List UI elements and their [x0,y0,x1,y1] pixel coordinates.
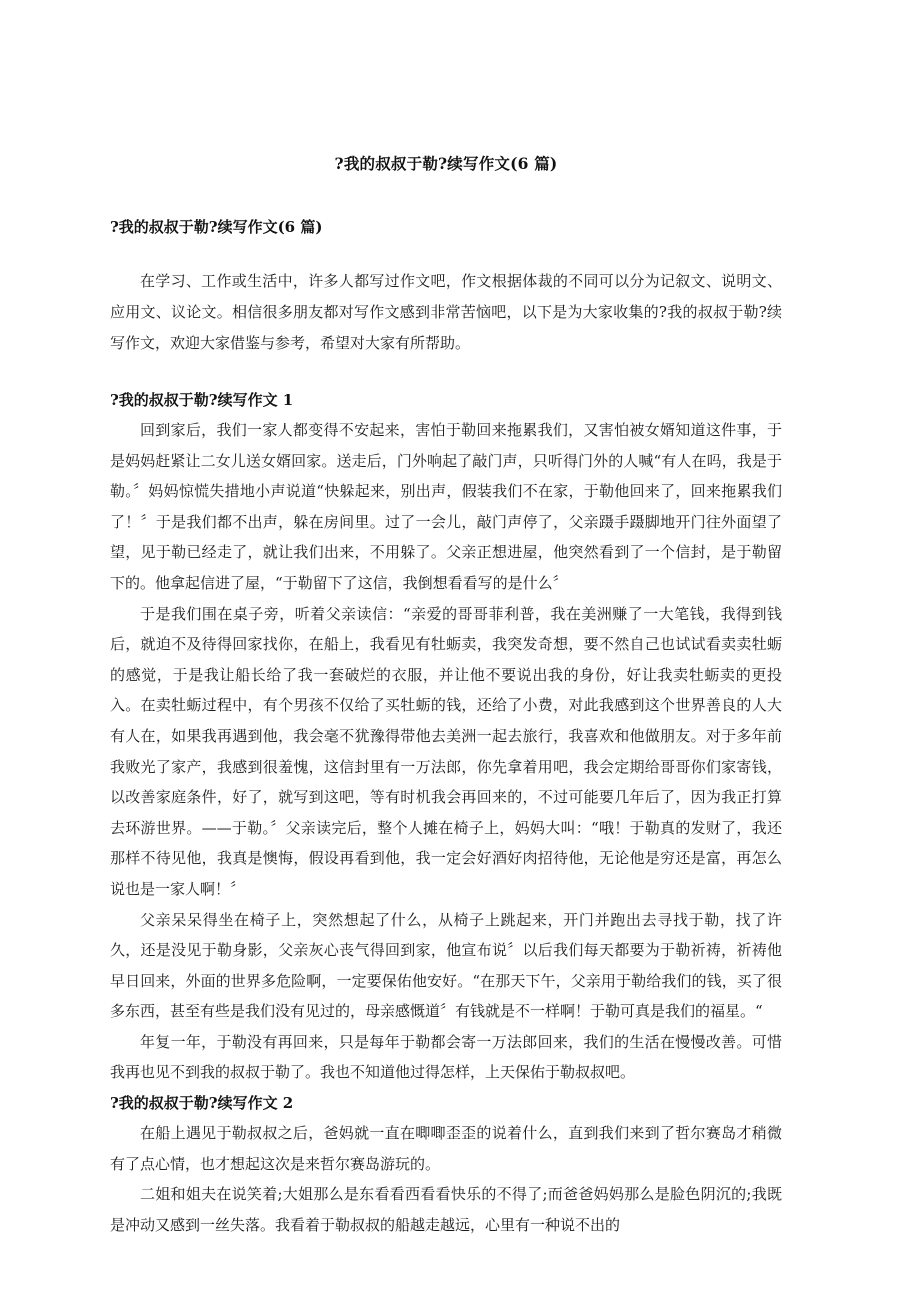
body-paragraph: 于是我们围在桌子旁，听着父亲读信：“亲爱的哥哥菲利普，我在美洲赚了一大笔钱，我得到钱后，就迫不及待得回家找你，在船上，我看见有牡蛎卖，我突发奇想，要不然自己也试试看卖卖牡蛎的感觉，于是我让船长给了我一套破烂的衣服，并让他不要说出我的身份，好让我卖牡蛎卖的更投入。在卖牡蛎过程中，有个男孩不仅给了买牡蛎的钱，还给了小费，对此我感到这个世界善良的人大有人在，如果我再遇到他，我会毫不犹豫得带他去美洲一起去旅行，我喜欢和他做朋友。对于多年前我败光了家产，我感到很羞愧，这信封里有一万法郎，你先拿着用吧，我会定期给哥哥你们家寄钱，以改善家庭条件，好了，就写到这吧，等有时机我会再回来的，不过可能要几年后了，因为我正打算去环游世界。——于勒。〞父亲读完后，整个人摊在椅子上，妈妈大叫：“哦！于勒真的发财了，我还那样不待见他，我真是懊悔，假设再看到他，我一定会好酒好肉招待他，无论他是穷还是富，再怎么说也是一家人啊！〞 [110,604,782,898]
document-body [110,150,782,1240]
document-subtitle: ?我的叔叔于勒?续写作文(6 篇) [110,218,323,236]
body-paragraph: 年复一年，于勒没有再回来，只是每年于勒都会寄一万法郎回来，我们的生活在慢慢改善。可惜我再也见不到我的叔叔于勒了。我也不知道他过得怎样，上天保佑于勒叔叔吧。 [110,1032,782,1082]
section-heading-2: ?我的叔叔于勒?续写作文 2 [110,1094,294,1113]
section-heading-1: ?我的叔叔于勒?续写作文 1 [110,391,294,409]
body-paragraph: 回到家后，我们一家人都变得不安起来，害怕于勒回来拖累我们，又害怕被女婿知道这件事，于是妈妈赶紧让二女儿送女婿回家。送走后，门外响起了敲门声，只听得门外的人喊“有人在吗，我是于勒。〞妈妈惊慌失措地小声说道“快躲起来，别出声，假装我们不在家，于勒他回来了，回来拖累我们了！〞于是我们都不出声，躲在房间里。过了一会儿，敲门声停了，父亲蹑手蹑脚地开门往外面望了望，见于勒已经走了，就让我们出来，不用躲了。父亲正想进屋，他突然看到了一个信封，是于勒留下的。他拿起信进了屋，“于勒留下了这信，我倒想看看写的是什么〞 [110,421,782,592]
document-title: ?我的叔叔于勒?续写作文(6 篇) [334,154,558,173]
intro-paragraph: 在学习、工作或生活中，许多人都写过作文吧，作文根据体裁的不同可以分为记叙文、说明文、应用文、议论文。相信很多朋友都对写作文感到非常苦恼吧，以下是为大家收集的?我的叔叔于勒?续写作文，欢迎大家借鉴与参考，希望对大家有所帮助。 [110,272,782,352]
body-paragraph: 父亲呆呆得坐在椅子上，突然想起了什么，从椅子上跳起来，开门并跑出去寻找于勒，找了许久，还是没见于勒身影，父亲灰心丧气得回到家，他宣布说〞以后我们每天都要为于勒祈祷，祈祷他早日回来，外面的世界多危险啊，一定要保佑他安好。“在那天下午，父亲用于勒给我们的钱，买了很多东西，甚至有些是我们没有见过的，母亲感慨道〞有钱就是不一样啊！于勒可真是我们的福星。“ [110,910,782,1021]
body-paragraph: 在船上遇见于勒叔叔之后，爸妈就一直在唧唧歪歪的说着什么，直到我们来到了哲尔赛岛才稍微有了点心情，也才想起这次是来哲尔赛岛游玩的。 [110,1124,782,1173]
essay-section-1 [110,385,782,1088]
body-paragraph: 二姐和姐夫在说笑着;大姐那么是东看看西看看快乐的不得了;而爸爸妈妈那么是脸色阴沉的;我既是冲动又感到一丝失落。我看着于勒叔叔的船越走越远，心里有一种说不出的 [110,1185,782,1234]
essay-section-2 [110,1088,782,1240]
